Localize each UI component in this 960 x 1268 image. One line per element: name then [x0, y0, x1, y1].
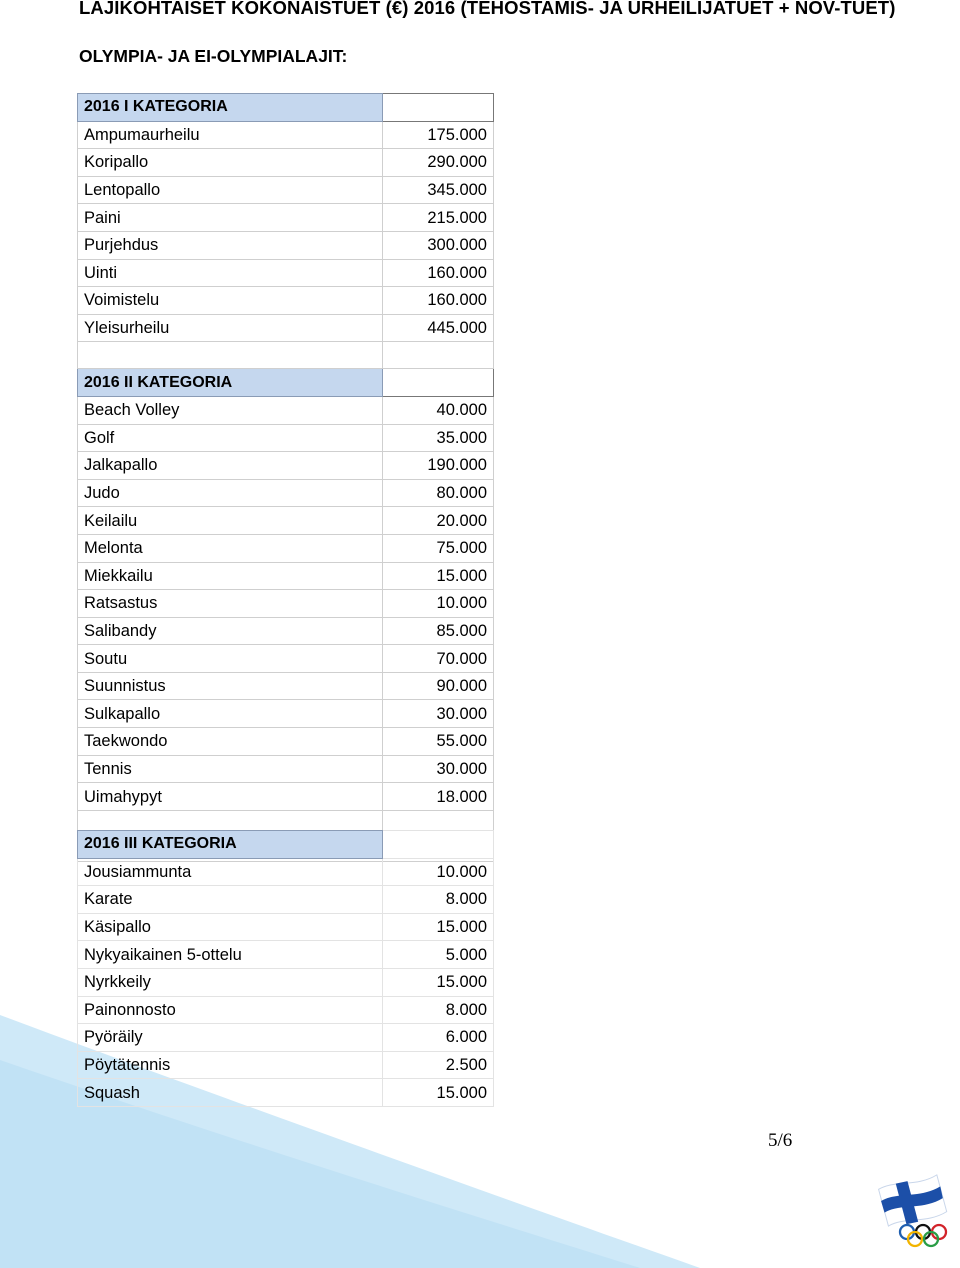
amount: 160.000	[383, 259, 494, 287]
amount: 55.000	[383, 728, 494, 756]
sport-name: Ampumaurheilu	[78, 121, 383, 149]
amount: 215.000	[383, 204, 494, 232]
table-row	[78, 968, 494, 996]
sport-name: Purjehdus	[78, 231, 383, 259]
table-row	[78, 1079, 494, 1107]
page-number: 5/6	[768, 1130, 793, 1151]
amount: 70.000	[383, 645, 494, 673]
amount: 10.000	[383, 858, 494, 886]
sport-name: Keilailu	[78, 507, 383, 535]
sport-name: Käsipallo	[78, 913, 383, 941]
sport-name: Suunnistus	[78, 672, 383, 700]
table-row	[78, 1024, 494, 1052]
sport-name: Taekwondo	[78, 728, 383, 756]
table-row	[78, 176, 494, 204]
table-row	[78, 204, 494, 232]
amount: 6.000	[383, 1024, 494, 1052]
amount: 30.000	[383, 755, 494, 783]
amount: 10.000	[383, 590, 494, 618]
sport-name: Melonta	[78, 534, 383, 562]
sport-name: Uinti	[78, 259, 383, 287]
table-row	[78, 590, 494, 618]
sport-name: Lentopallo	[78, 176, 383, 204]
sport-name: Karate	[78, 886, 383, 914]
amount: 15.000	[383, 1079, 494, 1107]
sport-name: Jalkapallo	[78, 452, 383, 480]
amount: 2.500	[383, 1051, 494, 1079]
section-title: OLYMPIA- JA EI-OLYMPIALAJIT:	[79, 46, 348, 66]
table-row	[78, 424, 494, 452]
category-header-row	[78, 369, 494, 397]
amount: 18.000	[383, 783, 494, 811]
amount: 5.000	[383, 941, 494, 969]
amount: 8.000	[383, 996, 494, 1024]
category-header-row	[78, 831, 494, 859]
table-row	[78, 507, 494, 535]
table-row	[78, 617, 494, 645]
sport-name: Yleisurheilu	[78, 314, 383, 342]
amount: 8.000	[383, 886, 494, 914]
table-row	[78, 755, 494, 783]
table-row	[78, 783, 494, 811]
table-row	[78, 479, 494, 507]
finnish-olympic-committee-logo-icon	[870, 1172, 960, 1252]
sport-name: Pyöräily	[78, 1024, 383, 1052]
amount: 15.000	[383, 562, 494, 590]
sport-name: Voimistelu	[78, 287, 383, 315]
table-row	[78, 913, 494, 941]
sport-name: Sulkapallo	[78, 700, 383, 728]
table-row	[78, 672, 494, 700]
sport-name: Golf	[78, 424, 383, 452]
sport-name: Beach Volley	[78, 396, 383, 424]
sport-name: Ratsastus	[78, 590, 383, 618]
category-title: 2016 III KATEGORIA	[78, 831, 383, 859]
category-title: 2016 II KATEGORIA	[78, 369, 383, 397]
amount: 85.000	[383, 617, 494, 645]
sport-name: Pöytätennis	[78, 1051, 383, 1079]
sport-name: Paini	[78, 204, 383, 232]
funding-table-1	[77, 93, 494, 862]
amount: 15.000	[383, 913, 494, 941]
sport-name: Koripallo	[78, 149, 383, 177]
table-row	[78, 452, 494, 480]
amount: 80.000	[383, 479, 494, 507]
table-row	[78, 396, 494, 424]
funding-table-2	[77, 830, 494, 1107]
table-row	[78, 259, 494, 287]
sport-name: Soutu	[78, 645, 383, 673]
amount: 300.000	[383, 231, 494, 259]
table-row	[78, 1051, 494, 1079]
amount: 175.000	[383, 121, 494, 149]
table-row	[78, 645, 494, 673]
sport-name: Jousiammunta	[78, 858, 383, 886]
table-row	[78, 287, 494, 315]
table-row	[78, 728, 494, 756]
sport-name: Uimahypyt	[78, 783, 383, 811]
table-row	[78, 534, 494, 562]
sport-name: Squash	[78, 1079, 383, 1107]
table-row	[78, 121, 494, 149]
table-row	[78, 858, 494, 886]
sport-name: Nykyaikainen 5-ottelu	[78, 941, 383, 969]
table-row	[78, 941, 494, 969]
sport-name: Tennis	[78, 755, 383, 783]
amount: 75.000	[383, 534, 494, 562]
table-row	[78, 231, 494, 259]
amount: 190.000	[383, 452, 494, 480]
table-row	[78, 996, 494, 1024]
spacer-row	[78, 342, 494, 369]
amount: 160.000	[383, 287, 494, 315]
table-row	[78, 562, 494, 590]
amount: 15.000	[383, 968, 494, 996]
page-title: LAJIKOHTAISET KOKONAISTUET (€) 2016 (TEHOSTAMIS- JA URHEILIJATUET + NOV-TUET)	[79, 0, 896, 18]
sport-name: Painonnosto	[78, 996, 383, 1024]
category-title: 2016 I KATEGORIA	[78, 94, 383, 122]
sport-name: Judo	[78, 479, 383, 507]
amount: 445.000	[383, 314, 494, 342]
amount: 290.000	[383, 149, 494, 177]
sport-name: Miekkailu	[78, 562, 383, 590]
sport-name: Nyrkkeily	[78, 968, 383, 996]
amount: 90.000	[383, 672, 494, 700]
table-row	[78, 149, 494, 177]
table-row	[78, 700, 494, 728]
amount: 345.000	[383, 176, 494, 204]
amount: 35.000	[383, 424, 494, 452]
amount: 20.000	[383, 507, 494, 535]
sport-name: Salibandy	[78, 617, 383, 645]
table-row	[78, 886, 494, 914]
table-row	[78, 314, 494, 342]
amount: 40.000	[383, 396, 494, 424]
category-header-row	[78, 94, 494, 122]
amount: 30.000	[383, 700, 494, 728]
